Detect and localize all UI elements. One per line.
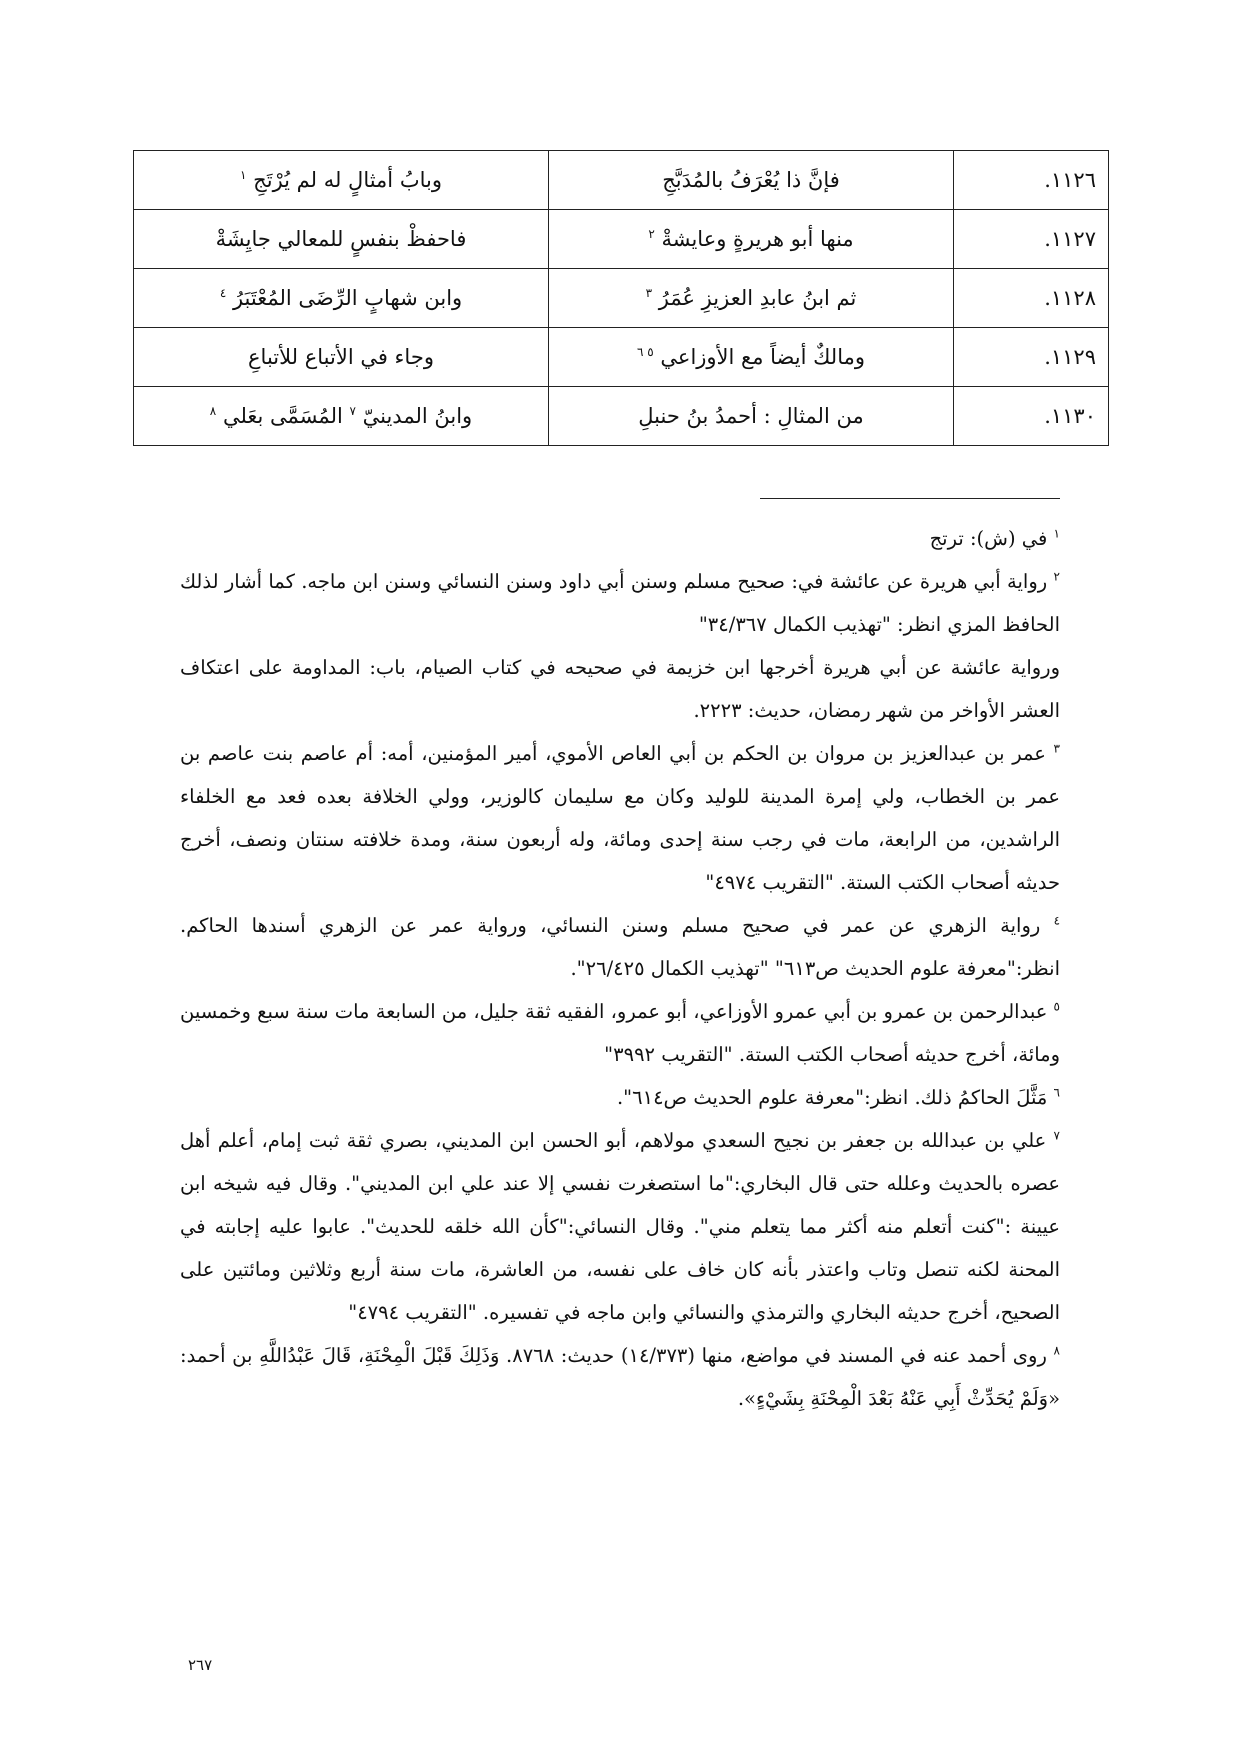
footnotes [180, 517, 1060, 1420]
footnote-separator [760, 498, 1060, 499]
footnote [180, 1076, 1060, 1119]
hemistich-text: وبابُ أمثالٍ له لم يُرْتَجِ [253, 168, 442, 192]
footnote [180, 517, 1060, 560]
verse-number: ١١٢٦. [954, 151, 1109, 210]
footnote-text: مَثَّلَ الحاكمُ ذلك. انظر:"معرفة علوم الحديث ص٦١٤". [616, 1086, 1048, 1109]
footnote-text: عبدالرحمن بن عمرو بن أبي عمرو الأوزاعي، أبو عمرو، الفقيه ثقة جليل، من السابعة مات سنة سبع وخمسين ومائة، أخرج حديثه أصحاب الكتب الستة. "التقريب ٣٩٩٢" [180, 1000, 1060, 1066]
verse-number: ١١٢٧. [954, 210, 1109, 269]
footnote-text: رواية الزهري عن عمر في صحيح مسلم وسنن النسائي، ورواية عمر عن الزهري أسندها الحاكم. انظر:"معرفة علوم الحديث ص٦١٣" "تهذيب الكمال ٢٦/٤٢٥". [180, 914, 1060, 980]
footnote [180, 990, 1060, 1076]
hemistich-text: منها أبو هريرةٍ وعايشةْ [661, 227, 854, 251]
verse-number: ١١٢٨. [954, 269, 1109, 328]
page-number: ٢٦٧ [188, 1656, 213, 1674]
footnote-ref: ٧ [349, 404, 356, 418]
footnote-mark: ١ [1053, 526, 1060, 541]
hemistich-text: المُسَمَّى بعَلي [222, 404, 343, 428]
footnote-ref: ٥ ٦ [636, 345, 654, 359]
footnote [180, 904, 1060, 990]
verse-first-hemistich [549, 328, 954, 387]
footnote-continuation [180, 646, 1060, 732]
hemistich-text: وابنُ المدينيّ [362, 404, 473, 428]
verse-number: ١١٢٩. [954, 328, 1109, 387]
hemistich-text: من المثالِ : أحمدُ بنُ حنبلِ [638, 404, 864, 428]
footnote-ref: ٣ [645, 286, 653, 300]
verse-first-hemistich [549, 387, 954, 446]
verse-second-hemistich [134, 151, 549, 210]
footnote [180, 732, 1060, 904]
footnote-text: روى أحمد عنه في المسند في مواضع، منها (١٤/٣٧٣) حديث: ٨٧٦٨. وَذَلِكَ قَبْلَ الْمِحْنَةِ، قَالَ عَبْدُاللَّهِ بن أحمد: «وَلَمْ يُحَدِّثْ أَبِي عَنْهُ بَعْدَ الْمِحْنَةِ بِشَيْءٍ». [180, 1344, 1060, 1410]
verse-second-hemistich [134, 269, 549, 328]
footnote-mark: ٤ [1053, 913, 1061, 928]
verse-number: ١١٣٠. [954, 387, 1109, 446]
verse-second-hemistich [134, 328, 549, 387]
footnote [180, 1334, 1060, 1420]
footnote-mark: ٧ [1053, 1128, 1060, 1143]
verse-row [134, 269, 1109, 328]
footnote-mark: ٣ [1053, 741, 1060, 756]
footnote-ref: ٢ [648, 227, 655, 241]
verse-first-hemistich [549, 210, 954, 269]
hemistich-text: فاحفظْ بنفسٍ للمعالي جايِشَةْ [215, 227, 467, 251]
footnote-text: رواية أبي هريرة عن عائشة في: صحيح مسلم وسنن أبي داود وسنن النسائي وسنن ابن ماجه. كما أشار لذلك الحافظ المزي انظر: "تهذيب الكمال ٣٤/٣٦٧" [180, 570, 1060, 636]
footnote [180, 560, 1060, 646]
footnote [180, 1119, 1060, 1334]
verse-row [134, 328, 1109, 387]
footnote-mark: ٥ [1053, 999, 1060, 1014]
footnote-ref: ٨ [209, 404, 217, 418]
verse-row [134, 210, 1109, 269]
verse-first-hemistich [549, 151, 954, 210]
footnote-text: عمر بن عبدالعزيز بن مروان بن الحكم بن أبي العاص الأموي، أمير المؤمنين، أمه: أم عاصم بنت عاصم بن عمر بن الخطاب، ولي إمرة المدينة للوليد وكان مع سليمان كالوزير، وولي الخلافة بعده فعد مع الخلفاء الراشدين، من الرابعة، مات في رجب سنة إحدى ومائة، وله أربعون سنة، ومدة خلافته سنتان ونصف، أخرج حديثه أصحاب الكتب الستة. "التقريب ٤٩٧٤" [180, 742, 1060, 894]
verse-table [133, 150, 1109, 446]
footnote-mark: ٨ [1053, 1343, 1060, 1358]
hemistich-text: ومالكٌ أيضاً مع الأوزاعي [660, 345, 865, 369]
verse-row [134, 387, 1109, 446]
verse-second-hemistich [134, 210, 549, 269]
footnote-ref: ١ [240, 168, 247, 182]
footnote-mark: ٦ [1053, 1085, 1060, 1100]
verse-first-hemistich [549, 269, 954, 328]
hemistich-text: وجاء في الأتباع للأتباعِ [248, 345, 434, 369]
footnote-ref: ٤ [219, 286, 227, 300]
footnote-mark: ٢ [1053, 569, 1060, 584]
footnote-text: في (ش): ترتج [929, 527, 1048, 550]
footnote-text: ورواية عائشة عن أبي هريرة أخرجها ابن خزيمة في صحيحه في كتاب الصيام، باب: المداومة على اعتكاف العشر الأواخر من شهر رمضان، حديث: ٢٢٢٣. [180, 656, 1060, 722]
hemistich-text: ثم ابنُ عابدِ العزيزِ عُمَرُ [658, 286, 857, 310]
verse-second-hemistich [134, 387, 549, 446]
footnote-text: علي بن عبدالله بن جعفر بن نجيح السعدي مولاهم، أبو الحسن ابن المديني، بصري ثقة ثبت إمام، أعلم أهل عصره بالحديث وعلله حتى قال البخاري:"ما استصغرت نفسي إلا عند علي ابن المديني". وقال فيه شيخه ابن عيينة :"كنت أتعلم منه أكثر مما يتعلم مني". وقال النسائي:"كأن الله خلقه للحديث". عابوا عليه إجابته في المحنة لكنه تنصل وتاب واعتذر بأنه كان خاف على نفسه، من العاشرة، مات سنة أربع وثلاثين ومائتين على الصحيح، أخرج حديثه البخاري والترمذي والنسائي وابن ماجه في تفسيره. "التقريب ٤٧٩٤" [180, 1129, 1060, 1324]
hemistich-text: فإنَّ ذا يُعْرَفُ بالمُدَبَّجِ [662, 168, 840, 192]
hemistich-text: وابن شهابٍ الرِّضَى المُعْتَبَرُ [232, 286, 463, 310]
verse-row [134, 151, 1109, 210]
